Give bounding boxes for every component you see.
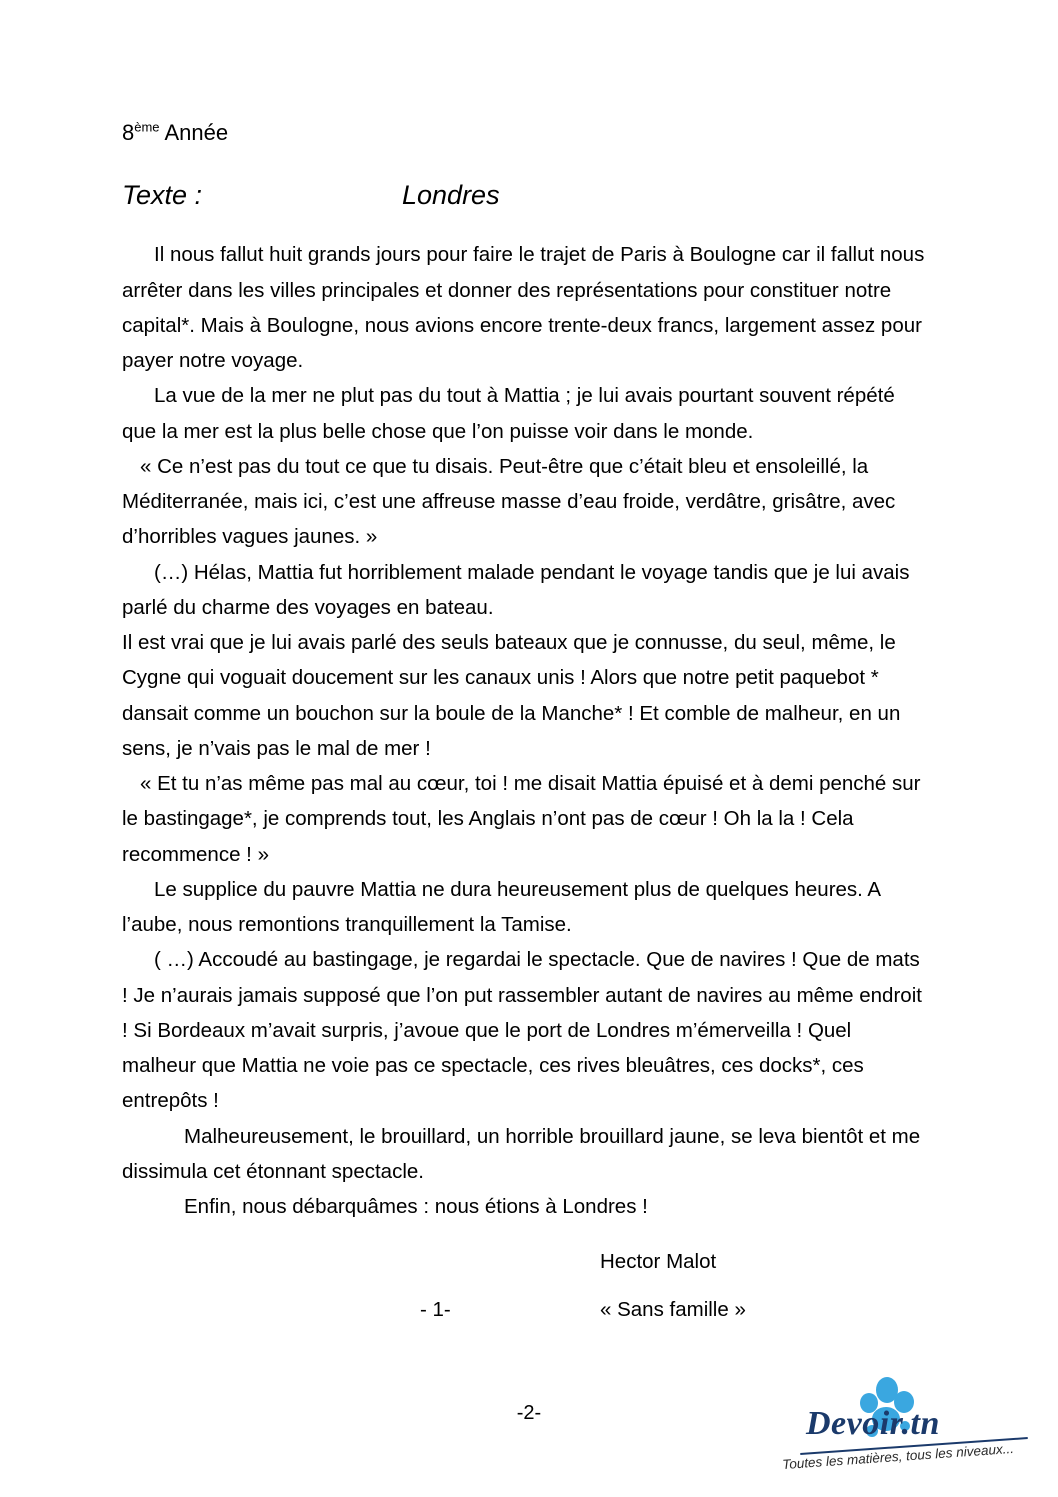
grade-level xyxy=(122,120,930,146)
author-name: Hector Malot xyxy=(600,1250,717,1274)
title-row xyxy=(122,180,930,211)
page-title: Londres xyxy=(402,180,500,211)
paragraph: « Ce n’est pas du tout ce que tu disais. Peut-être que c’était bleu et ensoleillé, la Méditerranée, mais ici, c’est une affreuse masse d’eau froide, verdâtre, grisâtre, avec d’horribles vagues jaunes. » xyxy=(122,454,896,549)
watermark-tagline: Toutes les matières, tous les niveaux... xyxy=(781,1440,1015,1473)
paragraph: (…) Hélas, Mattia fut horriblement malade pendant le voyage tandis que je lui avais parlé du charme des voyages en bateau. xyxy=(122,560,910,619)
paragraph: Enfin, nous débarquâmes : nous étions à Londres ! xyxy=(184,1195,648,1219)
paragraph: La vue de la mer ne plut pas du tout à Mattia ; je lui avais pourtant souvent répété que la mer est la plus belle chose que l’on puisse voir dans le monde. xyxy=(122,384,895,443)
paragraph: Malheureusement, le brouillard, un horrible brouillard jaune, se leva bientôt et me dissimula cet étonnant spectacle. xyxy=(122,1124,921,1183)
paragraph: « Et tu n’as même pas mal au cœur, toi ! me disait Mattia épuisé et à demi penché sur le bastingage*, je comprends tout, les Anglais n’ont pas de cœur ! Oh la la ! Cela recommence ! » xyxy=(122,772,921,866)
title-label: Texte : xyxy=(122,180,203,211)
grade-ordinal-suffix: ème xyxy=(134,119,160,135)
footer-row xyxy=(122,1298,930,1322)
watermark-brand: Devoir.tn xyxy=(806,1405,940,1442)
watermark xyxy=(782,1375,1032,1485)
grade-number: 8 xyxy=(122,120,135,145)
paragraph: Il nous fallut huit grands jours pour faire le trajet de Paris à Boulogne car il fallut nous arrêter dans les villes principales et donner des représentations pour constituer notre capital*. Mais à Boulogne, nous avions encore trente-deux francs, largement assez pour payer notre voyage. xyxy=(122,243,925,373)
grade-word: Année xyxy=(159,120,229,145)
paragraph: Il est vrai que je lui avais parlé des seuls bateaux que je connusse, du seul, même, le Cygne qui voguait doucement sur les canaux unis ! Alors que notre petit paquebot * dansait comme un bouchon sur la boule de la Manche* ! Et comble de malheur, en un sens, je n’vais pas le mal de mer ! xyxy=(122,631,901,760)
footer-page-label: - 1- xyxy=(420,1298,451,1322)
paragraph: ( …) Accoudé au bastingage, je regardai le spectacle. Que de navires ! Que de mats ! Je n’aurais jamais supposé que l’on put rassembler autant de navires au même endroit ! Si Bordeaux m’avait surpris, j’avoue que le port de Londres m’émerveilla ! Quel malheur que Mattia ne voie pas ce spectacle, ces rives bleuâtres, ces docks*, ces entrepôts ! xyxy=(122,948,922,1113)
page-number: -2- xyxy=(516,1402,542,1424)
footer-source-title: « Sans famille » xyxy=(600,1298,746,1322)
paragraph: Le supplice du pauvre Mattia ne dura heureusement plus de quelques heures. A l’aube, nous remontions tranquillement la Tamise. xyxy=(122,877,880,937)
document-body xyxy=(122,237,930,1224)
